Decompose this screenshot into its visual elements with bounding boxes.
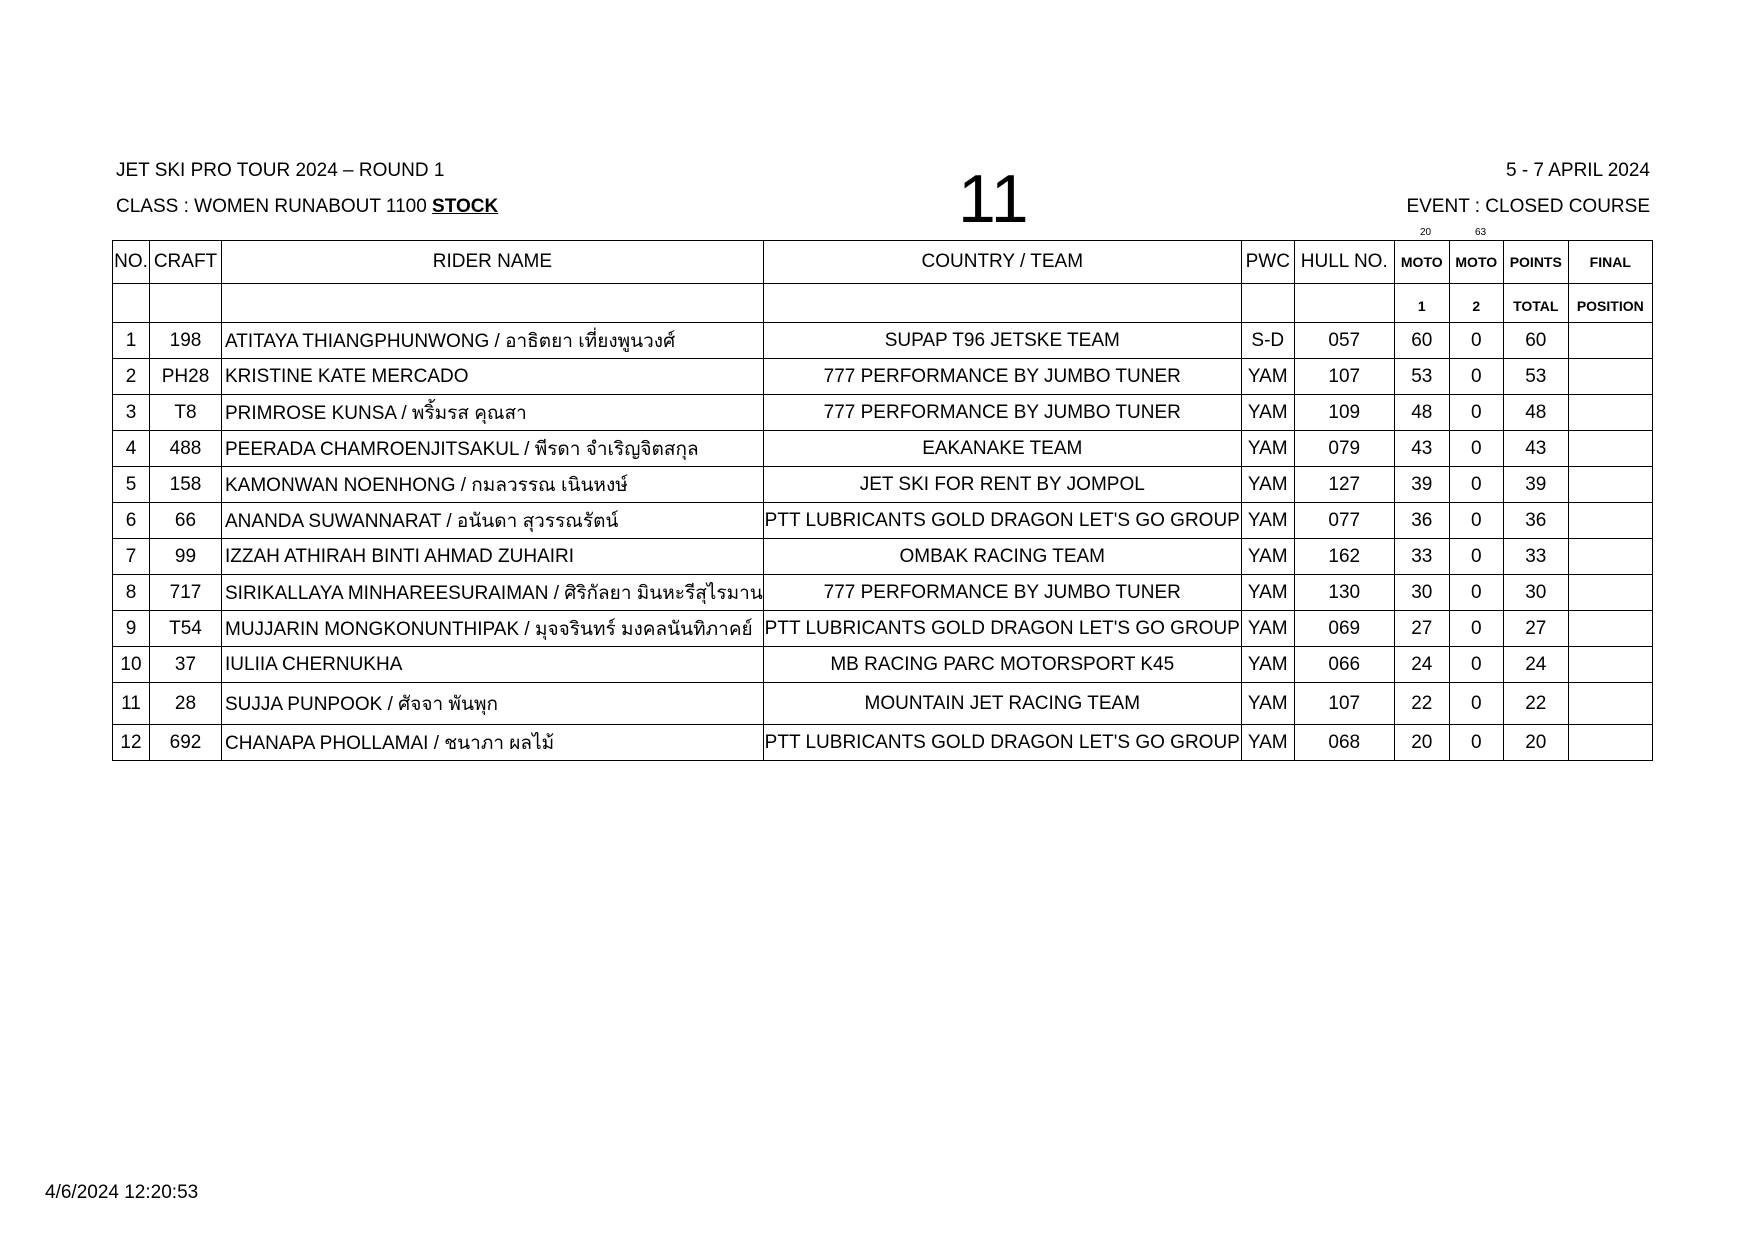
- cell-moto2: 0: [1449, 431, 1503, 467]
- cell-craft: 692: [150, 725, 222, 761]
- cell-moto1: 60: [1394, 323, 1449, 359]
- cell-hull: 107: [1294, 359, 1394, 395]
- cell-craft: T8: [150, 395, 222, 431]
- cell-rider: ANANDA SUWANNARAT / อนันดา สุวรรณรัตน์: [222, 503, 764, 539]
- cell-pwc: YAM: [1241, 683, 1294, 725]
- cell-hull: 077: [1294, 503, 1394, 539]
- table-row: [113, 725, 1653, 761]
- cell-final: [1568, 575, 1652, 611]
- cell-rider: MUJJARIN MONGKONUNTHIPAK / มุจจรินทร์ มงคลนันทิภาคย์: [222, 611, 764, 647]
- cell-moto2: 0: [1449, 323, 1503, 359]
- cell-moto1: 48: [1394, 395, 1449, 431]
- cell-hull: 109: [1294, 395, 1394, 431]
- header-blank: [150, 284, 222, 323]
- cell-rider: IZZAH ATHIRAH BINTI AHMAD ZUHAIRI: [222, 539, 764, 575]
- cell-final: [1568, 467, 1652, 503]
- table-row: [113, 683, 1653, 725]
- cell-no: 10: [113, 647, 150, 683]
- cell-total: 33: [1503, 539, 1568, 575]
- cell-hull: 079: [1294, 431, 1394, 467]
- table-row: [113, 611, 1653, 647]
- cell-final: [1568, 683, 1652, 725]
- header-blank: [222, 284, 764, 323]
- cell-moto2: 0: [1449, 647, 1503, 683]
- cell-craft: 158: [150, 467, 222, 503]
- cell-final: [1568, 611, 1652, 647]
- class-prefix: CLASS : WOMEN RUNABOUT 1100: [116, 196, 433, 217]
- cell-team: PTT LUBRICANTS GOLD DRAGON LET'S GO GROUP: [763, 611, 1241, 647]
- cell-craft: 717: [150, 575, 222, 611]
- header-moto1-bottom: 1: [1394, 284, 1449, 323]
- cell-total: 60: [1503, 323, 1568, 359]
- cell-moto1: 36: [1394, 503, 1449, 539]
- class-stock-label: STOCK: [432, 196, 499, 217]
- header-pwc: PWC: [1241, 241, 1294, 284]
- cell-no: 4: [113, 431, 150, 467]
- cell-team: MOUNTAIN JET RACING TEAM: [763, 683, 1241, 725]
- cell-moto2: 0: [1449, 359, 1503, 395]
- cell-total: 30: [1503, 575, 1568, 611]
- cell-moto2: 0: [1449, 611, 1503, 647]
- cell-no: 5: [113, 467, 150, 503]
- cell-final: [1568, 503, 1652, 539]
- header-blank: [113, 284, 150, 323]
- header-hull: HULL NO.: [1294, 241, 1394, 284]
- cell-rider: KAMONWAN NOENHONG / กมลวรรณ เนินหงษ์: [222, 467, 764, 503]
- event-type: EVENT : CLOSED COURSE: [1406, 196, 1650, 217]
- cell-moto1: 27: [1394, 611, 1449, 647]
- cell-team: PTT LUBRICANTS GOLD DRAGON LET'S GO GROUP: [763, 725, 1241, 761]
- table-row: [113, 395, 1653, 431]
- cell-craft: 198: [150, 323, 222, 359]
- cell-team: PTT LUBRICANTS GOLD DRAGON LET'S GO GROUP: [763, 503, 1241, 539]
- cell-hull: 162: [1294, 539, 1394, 575]
- cell-moto2: 0: [1449, 467, 1503, 503]
- cell-total: 22: [1503, 683, 1568, 725]
- cell-craft: 99: [150, 539, 222, 575]
- table-row: [113, 431, 1653, 467]
- cell-hull: 069: [1294, 611, 1394, 647]
- header-moto2-bottom: 2: [1449, 284, 1503, 323]
- cell-final: [1568, 431, 1652, 467]
- moto2-note: 63: [1475, 227, 1487, 238]
- cell-hull: 066: [1294, 647, 1394, 683]
- cell-rider: PRIMROSE KUNSA / พริ้มรส คุณสา: [222, 395, 764, 431]
- cell-craft: 37: [150, 647, 222, 683]
- cell-hull: 057: [1294, 323, 1394, 359]
- cell-rider: CHANAPA PHOLLAMAI / ชนาภา ผลไม้: [222, 725, 764, 761]
- cell-rider: KRISTINE KATE MERCADO: [222, 359, 764, 395]
- cell-pwc: YAM: [1241, 359, 1294, 395]
- cell-pwc: YAM: [1241, 575, 1294, 611]
- cell-moto1: 43: [1394, 431, 1449, 467]
- page-heading-number: 11: [958, 161, 1029, 237]
- cell-team: 777 PERFORMANCE BY JUMBO TUNER: [763, 359, 1241, 395]
- cell-craft: PH28: [150, 359, 222, 395]
- cell-rider: SIRIKALLAYA MINHAREESURAIMAN / ศิริกัลยา มินหะรีสุไรมาน: [222, 575, 764, 611]
- cell-moto2: 0: [1449, 725, 1503, 761]
- cell-craft: 28: [150, 683, 222, 725]
- table-row: [113, 467, 1653, 503]
- header-rider: RIDER NAME: [222, 241, 764, 284]
- cell-no: 9: [113, 611, 150, 647]
- cell-moto1: 33: [1394, 539, 1449, 575]
- header-blank: [1294, 284, 1394, 323]
- cell-total: 53: [1503, 359, 1568, 395]
- cell-total: 43: [1503, 431, 1568, 467]
- header-row-bottom: [113, 284, 1653, 323]
- header-craft: CRAFT: [150, 241, 222, 284]
- cell-moto1: 39: [1394, 467, 1449, 503]
- cell-hull: 130: [1294, 575, 1394, 611]
- cell-moto2: 0: [1449, 575, 1503, 611]
- cell-moto2: 0: [1449, 683, 1503, 725]
- header-no: NO.: [113, 241, 150, 284]
- cell-no: 7: [113, 539, 150, 575]
- table-row: [113, 323, 1653, 359]
- cell-craft: 488: [150, 431, 222, 467]
- cell-moto1: 22: [1394, 683, 1449, 725]
- header-moto1-top: MOTO: [1394, 241, 1449, 284]
- cell-craft: 66: [150, 503, 222, 539]
- cell-craft: T54: [150, 611, 222, 647]
- cell-rider: SUJJA PUNPOOK / ศัจจา พันพุก: [222, 683, 764, 725]
- cell-final: [1568, 395, 1652, 431]
- cell-moto2: 0: [1449, 539, 1503, 575]
- cell-rider: ATITAYA THIANGPHUNWONG / อาธิตยา เที่ยงพูนวงศ์: [222, 323, 764, 359]
- cell-pwc: YAM: [1241, 539, 1294, 575]
- cell-final: [1568, 323, 1652, 359]
- cell-pwc: YAM: [1241, 503, 1294, 539]
- event-title: JET SKI PRO TOUR 2024 – ROUND 1: [116, 160, 445, 181]
- cell-no: 8: [113, 575, 150, 611]
- cell-total: 48: [1503, 395, 1568, 431]
- header-moto2-top: MOTO: [1449, 241, 1503, 284]
- header-blank: [1241, 284, 1294, 323]
- cell-total: 24: [1503, 647, 1568, 683]
- cell-moto1: 20: [1394, 725, 1449, 761]
- cell-total: 27: [1503, 611, 1568, 647]
- header-points-top: POINTS: [1503, 241, 1568, 284]
- cell-no: 6: [113, 503, 150, 539]
- cell-pwc: YAM: [1241, 647, 1294, 683]
- cell-pwc: YAM: [1241, 431, 1294, 467]
- moto1-note: 20: [1420, 227, 1432, 238]
- results-table: [112, 240, 1653, 761]
- cell-final: [1568, 539, 1652, 575]
- cell-moto1: 30: [1394, 575, 1449, 611]
- cell-pwc: YAM: [1241, 467, 1294, 503]
- cell-no: 3: [113, 395, 150, 431]
- cell-total: 36: [1503, 503, 1568, 539]
- table-row: [113, 359, 1653, 395]
- header-team: COUNTRY / TEAM: [763, 241, 1241, 284]
- cell-final: [1568, 359, 1652, 395]
- header-final-top: FINAL: [1568, 241, 1652, 284]
- cell-team: EAKANAKE TEAM: [763, 431, 1241, 467]
- cell-hull: 107: [1294, 683, 1394, 725]
- cell-final: [1568, 647, 1652, 683]
- cell-no: 1: [113, 323, 150, 359]
- cell-rider: PEERADA CHAMROENJITSAKUL / พีรดา จำเริญจิตสกุล: [222, 431, 764, 467]
- cell-hull: 068: [1294, 725, 1394, 761]
- header-blank: [763, 284, 1241, 323]
- cell-rider: IULIIA CHERNUKHA: [222, 647, 764, 683]
- print-timestamp: 4/6/2024 12:20:53: [45, 1182, 199, 1203]
- cell-pwc: S-D: [1241, 323, 1294, 359]
- cell-pwc: YAM: [1241, 611, 1294, 647]
- cell-team: 777 PERFORMANCE BY JUMBO TUNER: [763, 575, 1241, 611]
- table-row: [113, 647, 1653, 683]
- table-row: [113, 539, 1653, 575]
- cell-moto1: 53: [1394, 359, 1449, 395]
- header-row-top: [113, 241, 1653, 284]
- cell-team: MB RACING PARC MOTORSPORT K45: [763, 647, 1241, 683]
- cell-moto2: 0: [1449, 503, 1503, 539]
- cell-final: [1568, 725, 1652, 761]
- header-points-bottom: TOTAL: [1503, 284, 1568, 323]
- cell-total: 39: [1503, 467, 1568, 503]
- table-row: [113, 503, 1653, 539]
- table-row: [113, 575, 1653, 611]
- cell-team: OMBAK RACING TEAM: [763, 539, 1241, 575]
- header-final-bottom: POSITION: [1568, 284, 1652, 323]
- cell-moto1: 24: [1394, 647, 1449, 683]
- cell-team: JET SKI FOR RENT BY JOMPOL: [763, 467, 1241, 503]
- cell-team: 777 PERFORMANCE BY JUMBO TUNER: [763, 395, 1241, 431]
- cell-no: 11: [113, 683, 150, 725]
- cell-total: 20: [1503, 725, 1568, 761]
- class-label: [116, 196, 498, 218]
- cell-team: SUPAP T96 JETSKE TEAM: [763, 323, 1241, 359]
- cell-no: 12: [113, 725, 150, 761]
- cell-moto2: 0: [1449, 395, 1503, 431]
- cell-hull: 127: [1294, 467, 1394, 503]
- cell-pwc: YAM: [1241, 725, 1294, 761]
- event-date: 5 - 7 APRIL 2024: [1505, 160, 1650, 181]
- cell-pwc: YAM: [1241, 395, 1294, 431]
- cell-no: 2: [113, 359, 150, 395]
